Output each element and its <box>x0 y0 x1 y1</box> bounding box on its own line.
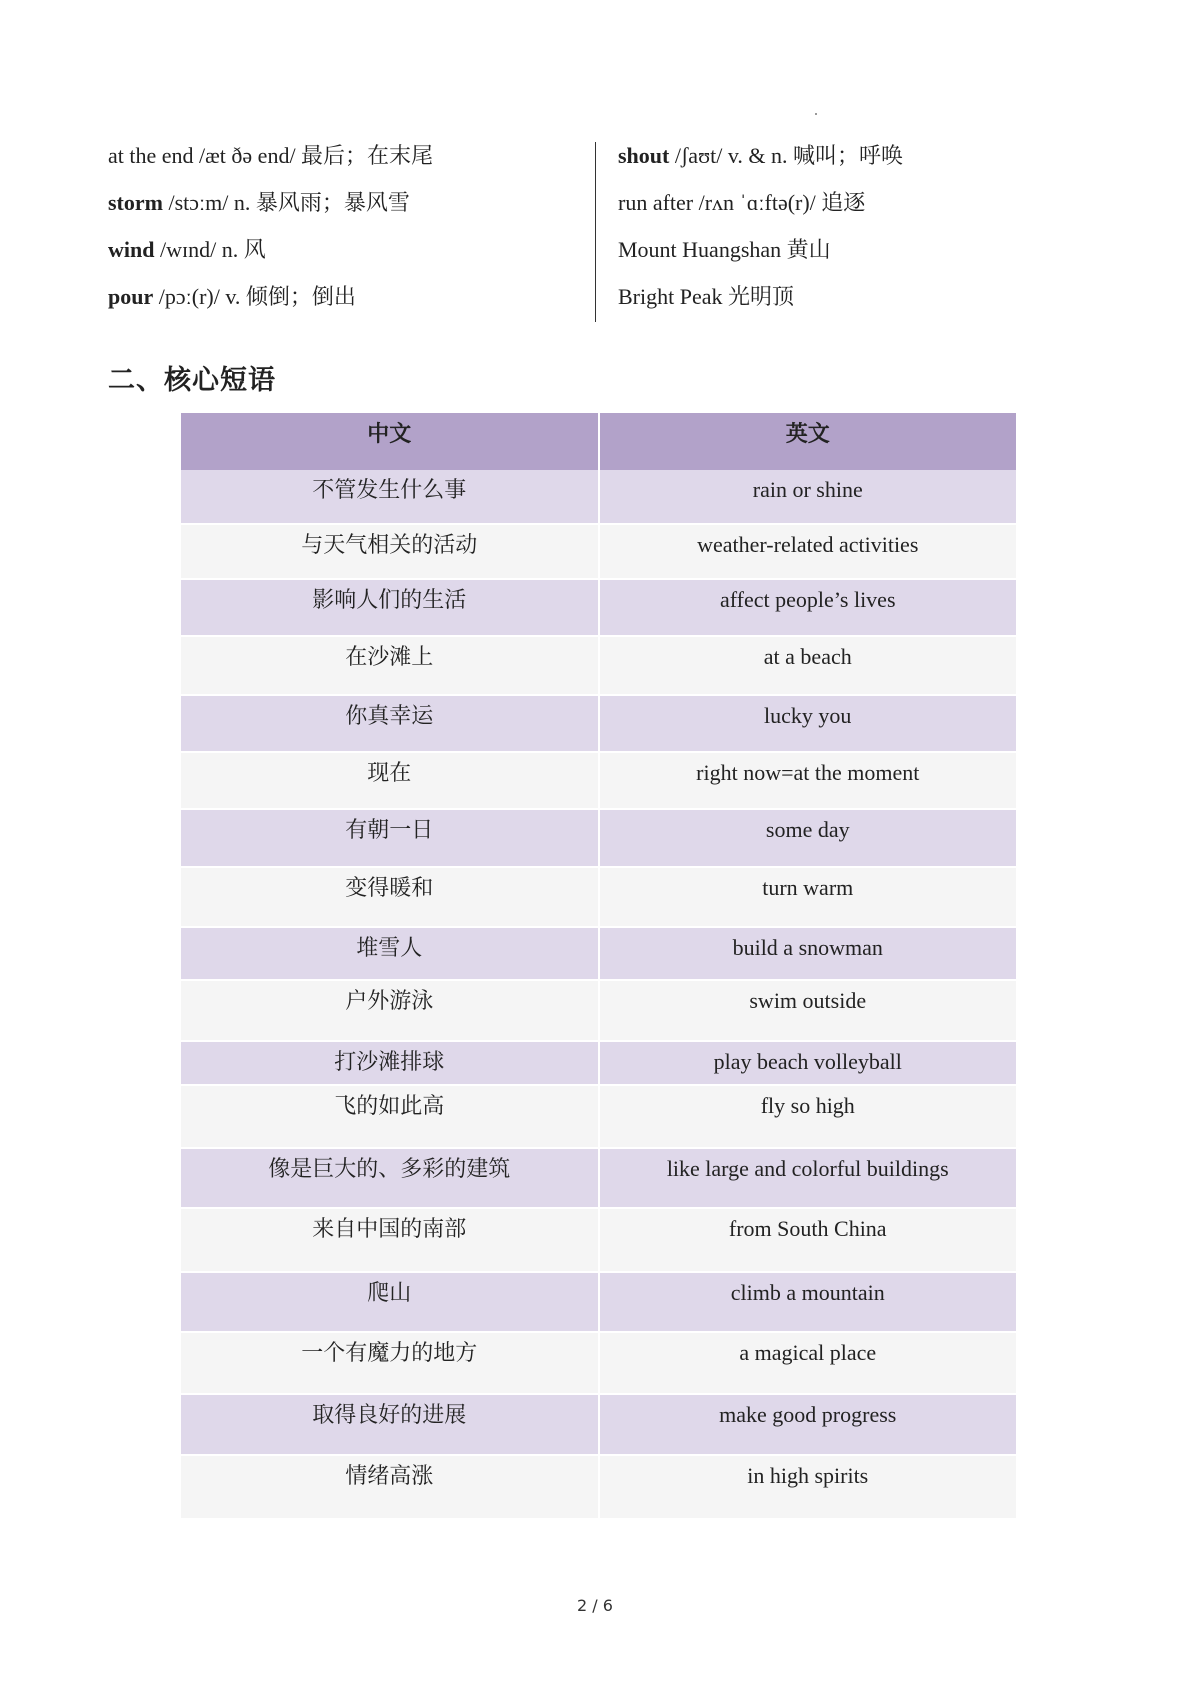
page-number: 2 / 6 <box>577 1596 613 1615</box>
table-row <box>181 927 1016 980</box>
cell-chinese: 你真幸运 <box>181 695 599 752</box>
cell-english: like large and colorful buildings <box>599 1148 1017 1208</box>
table-row <box>181 470 1016 524</box>
cell-english: build a snowman <box>599 927 1017 980</box>
cell-english: a magical place <box>599 1332 1017 1394</box>
cell-chinese: 户外游泳 <box>181 980 599 1041</box>
cell-english: swim outside <box>599 980 1017 1041</box>
cell-chinese: 不管发生什么事 <box>181 470 599 524</box>
column-header-chinese: 中文 <box>181 413 599 470</box>
cell-english: affect people’s lives <box>599 579 1017 636</box>
vocab-entry: shout /ʃaʊt/ v. & n. 喊叫；呼唤 <box>618 143 904 168</box>
table-row <box>181 752 1016 809</box>
vocab-entry: at the end /æt ðə end/ 最后；在末尾 <box>108 143 434 168</box>
cell-english: lucky you <box>599 695 1017 752</box>
table-row <box>181 1272 1016 1332</box>
vocab-entry: pour /pɔː(r)/ v. 倾倒；倒出 <box>108 284 356 309</box>
vocab-entry: storm /stɔːm/ n. 暴风雨；暴风雪 <box>108 190 410 215</box>
table-row <box>181 1041 1016 1085</box>
table-row <box>181 524 1016 579</box>
vocab-entry: Mount Huangshan 黄山 <box>618 237 831 262</box>
table-row <box>181 1332 1016 1394</box>
cell-chinese: 情绪高涨 <box>181 1455 599 1519</box>
table-row <box>181 1455 1016 1519</box>
cell-chinese: 影响人们的生活 <box>181 579 599 636</box>
cell-english: fly so high <box>599 1085 1017 1148</box>
table-row <box>181 1085 1016 1148</box>
table-row <box>181 1208 1016 1272</box>
table-row <box>181 579 1016 636</box>
stray-mark <box>815 113 817 115</box>
cell-chinese: 爬山 <box>181 1272 599 1332</box>
section-title: 二、核心短语 <box>108 365 276 396</box>
cell-chinese: 打沙滩排球 <box>181 1041 599 1085</box>
cell-chinese: 现在 <box>181 752 599 809</box>
vocab-column-right <box>618 144 903 332</box>
table-row <box>181 867 1016 927</box>
cell-english: some day <box>599 809 1017 867</box>
vocab-entry: run after /rʌn ˈɑːftə(r)/ 追逐 <box>618 190 866 215</box>
cell-english: climb a mountain <box>599 1272 1017 1332</box>
cell-chinese: 取得良好的进展 <box>181 1394 599 1455</box>
vocabulary-list <box>108 136 998 320</box>
cell-english: in high spirits <box>599 1455 1017 1519</box>
cell-chinese: 飞的如此高 <box>181 1085 599 1148</box>
table-row <box>181 636 1016 695</box>
column-divider <box>595 142 596 322</box>
table-row <box>181 809 1016 867</box>
vocab-column-left <box>108 144 433 332</box>
cell-chinese: 一个有魔力的地方 <box>181 1332 599 1394</box>
cell-chinese: 变得暖和 <box>181 867 599 927</box>
cell-chinese: 像是巨大的、多彩的建筑 <box>181 1148 599 1208</box>
cell-english: at a beach <box>599 636 1017 695</box>
vocab-entry: wind /wɪnd/ n. 风 <box>108 237 266 262</box>
cell-chinese: 有朝一日 <box>181 809 599 867</box>
cell-english: right now=at the moment <box>599 752 1017 809</box>
table-header-row <box>181 413 1016 470</box>
cell-english: from South China <box>599 1208 1017 1272</box>
phrase-table <box>181 413 1016 1520</box>
cell-chinese: 与天气相关的活动 <box>181 524 599 579</box>
table-row <box>181 695 1016 752</box>
cell-chinese: 堆雪人 <box>181 927 599 980</box>
cell-chinese: 在沙滩上 <box>181 636 599 695</box>
table-row <box>181 980 1016 1041</box>
cell-english: play beach volleyball <box>599 1041 1017 1085</box>
table-row <box>181 1394 1016 1455</box>
cell-english: rain or shine <box>599 470 1017 524</box>
cell-english: make good progress <box>599 1394 1017 1455</box>
table-row <box>181 1148 1016 1208</box>
vocab-entry: Bright Peak 光明顶 <box>618 284 794 309</box>
column-header-english: 英文 <box>599 413 1017 470</box>
cell-english: weather-related activities <box>599 524 1017 579</box>
cell-chinese: 来自中国的南部 <box>181 1208 599 1272</box>
cell-english: turn warm <box>599 867 1017 927</box>
